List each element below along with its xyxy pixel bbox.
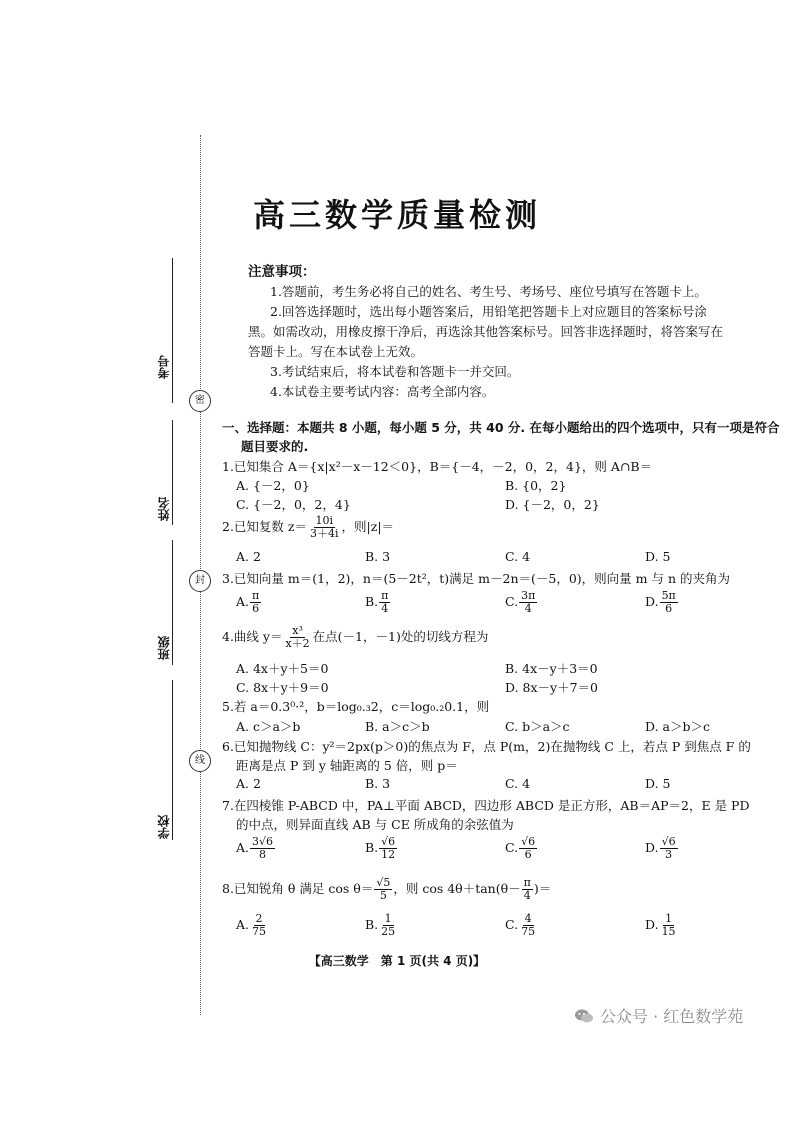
notice-line-4: 答题卡上。写在本试卷上无效。	[248, 344, 424, 359]
label-school: 学校	[157, 815, 171, 839]
q2-stem-post: ，则|z|＝	[341, 519, 395, 534]
q4-stem-post: 在点(－1，－1)处的切线方程为	[312, 629, 489, 644]
label-exam-number: 考号	[157, 355, 171, 379]
watermark	[574, 1004, 743, 1027]
q7-b-label: B.	[365, 840, 379, 855]
q3-c-label: C.	[505, 594, 519, 609]
q2-option-a: A. 2	[236, 549, 261, 564]
q8-stem-post: )＝	[533, 881, 552, 896]
q5-stem: 5.若 a＝0.3⁰·²，b＝log₀.₃2，c＝log₀.₂0.1，则	[222, 699, 490, 714]
notice-heading: 注意事项：	[248, 264, 316, 280]
q1-stem: 1.已知集合 A＝{x|x²－x－12＜0}，B＝{－4，－2，0，2，4}，则 A∩B＝	[222, 459, 653, 474]
q6-option-c: C. 4	[505, 776, 531, 791]
q2-stem	[222, 515, 394, 540]
q3-a-label: A.	[236, 594, 250, 609]
q2-option-b: B. 3	[365, 549, 391, 564]
q3-b-frac	[379, 590, 390, 615]
q3-stem: 3.已知向量 m＝(1，2)，n＝(5－2t²，t)满足 m－2n＝(－5，0)，则向量 m 与 n 的夹角为	[222, 571, 730, 586]
q6-stem-line-1: 6.已知抛物线 C：y²＝2px(p＞0)的焦点为 F，点 P(m，2)在抛物线 C 上，若点 P 到焦点 F 的	[222, 739, 751, 754]
q7-c-label: C.	[505, 840, 519, 855]
q8-denominator-2: 4	[523, 889, 531, 902]
q2-stem-pre: 2.已知复数 z＝	[222, 519, 307, 534]
q4-option-b: B. 4x－y＋3＝0	[505, 661, 598, 676]
q3-option-a	[236, 590, 262, 615]
q5-option-a: A. c＞a＞b	[236, 719, 301, 734]
q4-numerator: x³	[292, 624, 303, 637]
label-class: 班级	[157, 636, 171, 660]
q7-d-frac	[660, 836, 678, 861]
seal-feng: 封	[189, 570, 211, 592]
q1-option-a: A. {－2，0}	[236, 478, 310, 493]
q6-stem-line-2: 距离是点 P 到 y 轴距离的 5 倍，则 p＝	[236, 758, 458, 773]
q6-option-b: B. 3	[365, 776, 391, 791]
notice-line-1: 1.答题前，考生务必将自己的姓名、考生号、考场号、座位号填写在答题卡上。	[270, 284, 707, 299]
q4-option-d: D. 8x－y＋7＝0	[505, 680, 598, 695]
q2-option-c: C. 4	[505, 549, 531, 564]
q7-option-c	[505, 836, 538, 861]
q2-numerator: 10i	[315, 514, 334, 527]
q4-fraction	[283, 625, 311, 650]
q8-stem	[222, 877, 551, 902]
notice-line-6: 4.本试卷主要考试内容：高考全部内容。	[270, 384, 495, 399]
school-line	[172, 680, 173, 840]
q8-c-num: 4	[524, 912, 532, 925]
q7-stem-line-2: 的中点，则异面直线 AB 与 CE 所成角的余弦值为	[236, 817, 514, 832]
q7-stem-line-1: 7.在四棱锥 P-ABCD 中，PA⊥平面 ABCD，四边形 ABCD 是正方形，AB＝AP＝2，E 是 PD	[222, 798, 750, 813]
q8-numerator-2: π	[523, 876, 531, 889]
q3-c-frac	[519, 590, 537, 615]
q8-stem-mid: ，则 cos 4θ＋tan(θ－	[393, 881, 521, 896]
seal-xian: 线	[189, 750, 211, 772]
page-title: 高三数学质量检测	[252, 196, 541, 234]
name-line	[172, 420, 173, 525]
section-header-line-2: 题目要求的.	[241, 439, 309, 454]
q8-a-frac	[250, 913, 268, 938]
q8-option-c	[505, 913, 538, 938]
q5-option-d: D. a＞b＞c	[645, 719, 710, 734]
q3-b-den: 4	[381, 602, 389, 615]
q7-b-den: 12	[381, 848, 396, 861]
q8-fraction-2	[522, 877, 533, 902]
q8-d-label: D.	[645, 917, 659, 932]
q3-b-label: B.	[365, 594, 379, 609]
label-name: 姓名	[157, 497, 171, 521]
q8-numerator-1: √5	[376, 876, 391, 889]
q7-c-frac	[519, 836, 537, 861]
q7-a-label: A.	[236, 840, 250, 855]
section-header-line-1: 一、选择题：本题共 8 小题，每小题 5 分，共 40 分. 在每小题给出的四个选项中，只有一项是符合	[222, 420, 780, 435]
q3-option-b	[365, 590, 391, 615]
q2-option-d: D. 5	[645, 549, 671, 564]
q3-c-num: 3π	[521, 589, 536, 602]
q7-d-den: 3	[665, 848, 673, 861]
q7-c-num: √6	[521, 835, 536, 848]
q4-option-a: A. 4x＋y＋5＝0	[236, 661, 329, 676]
q4-stem	[222, 625, 488, 650]
q8-b-num: 1	[384, 912, 392, 925]
q8-fraction-1	[374, 877, 392, 902]
q3-d-frac	[660, 590, 678, 615]
q8-denominator-1: 5	[379, 889, 387, 902]
q7-b-num: √6	[381, 835, 396, 848]
q3-option-c	[505, 590, 538, 615]
q4-denominator: x＋2	[285, 637, 310, 650]
q2-fraction	[308, 515, 341, 540]
q8-option-a	[236, 913, 269, 938]
notice-line-5: 3.考试结束后，将本试卷和答题卡一并交回。	[270, 364, 520, 379]
exam-number-line	[172, 258, 173, 403]
q3-c-den: 4	[524, 602, 532, 615]
q8-a-den: 75	[252, 925, 267, 938]
q8-c-frac	[519, 913, 537, 938]
q5-option-b: B. a＞c＞b	[365, 719, 430, 734]
q7-d-label: D.	[645, 840, 659, 855]
q8-option-d	[645, 913, 679, 938]
q6-option-a: A. 2	[236, 776, 261, 791]
q7-option-b	[365, 836, 398, 861]
q8-d-frac	[660, 913, 678, 938]
q7-option-d	[645, 836, 679, 861]
q7-a-num: 3√6	[252, 835, 274, 848]
q1-option-d: D. {－2，0，2}	[505, 497, 600, 512]
class-line	[172, 540, 173, 665]
wechat-icon	[574, 1008, 594, 1024]
q4-option-c: C. 8x＋y＋9＝0	[236, 680, 329, 695]
q8-a-label: A.	[236, 917, 250, 932]
q3-a-frac	[250, 590, 261, 615]
q8-d-num: 1	[665, 912, 673, 925]
notice-line-3: 黑。如需改动，用橡皮擦干净后，再选涂其他答案标号。回答非选择题时，将答案写在	[248, 324, 724, 339]
q3-a-den: 6	[252, 602, 260, 615]
q8-b-den: 25	[381, 925, 396, 938]
q8-option-b	[365, 913, 398, 938]
q1-option-b: B. {0，2}	[505, 478, 567, 493]
q7-b-frac	[379, 836, 397, 861]
q7-c-den: 6	[524, 848, 532, 861]
q7-a-den: 8	[259, 848, 267, 861]
q1-option-c: C. {－2，0，2，4}	[236, 497, 351, 512]
q8-d-den: 15	[661, 925, 676, 938]
q5-option-c: C. b＞a＞c	[505, 719, 570, 734]
q8-c-label: C.	[505, 917, 519, 932]
q7-a-frac	[250, 836, 275, 861]
q3-b-num: π	[381, 589, 389, 602]
q2-denominator: 3＋4i	[310, 527, 339, 540]
seal-mi: 密	[189, 390, 211, 412]
q3-a-num: π	[252, 589, 260, 602]
q8-a-num: 2	[255, 912, 263, 925]
q3-d-num: 5π	[661, 589, 676, 602]
notice-line-2: 2.回答选择题时，选出每小题答案后，用铅笔把答题卡上对应题目的答案标号涂	[270, 304, 707, 319]
watermark-text: 公众号 · 红色数学苑	[600, 1007, 744, 1026]
q8-b-label: B.	[365, 917, 379, 932]
q6-option-d: D. 5	[645, 776, 671, 791]
q3-d-label: D.	[645, 594, 659, 609]
q7-option-a	[236, 836, 276, 861]
q3-d-den: 6	[665, 602, 673, 615]
q8-stem-pre: 8.已知锐角 θ 满足 cos θ＝	[222, 881, 374, 896]
q3-option-d	[645, 590, 679, 615]
q4-stem-pre: 4.曲线 y＝	[222, 629, 283, 644]
q7-d-num: √6	[661, 835, 676, 848]
q8-c-den: 75	[521, 925, 536, 938]
page-footer: 【高三数学 第 1 页(共 4 页)】	[308, 954, 486, 968]
q8-b-frac	[379, 913, 397, 938]
